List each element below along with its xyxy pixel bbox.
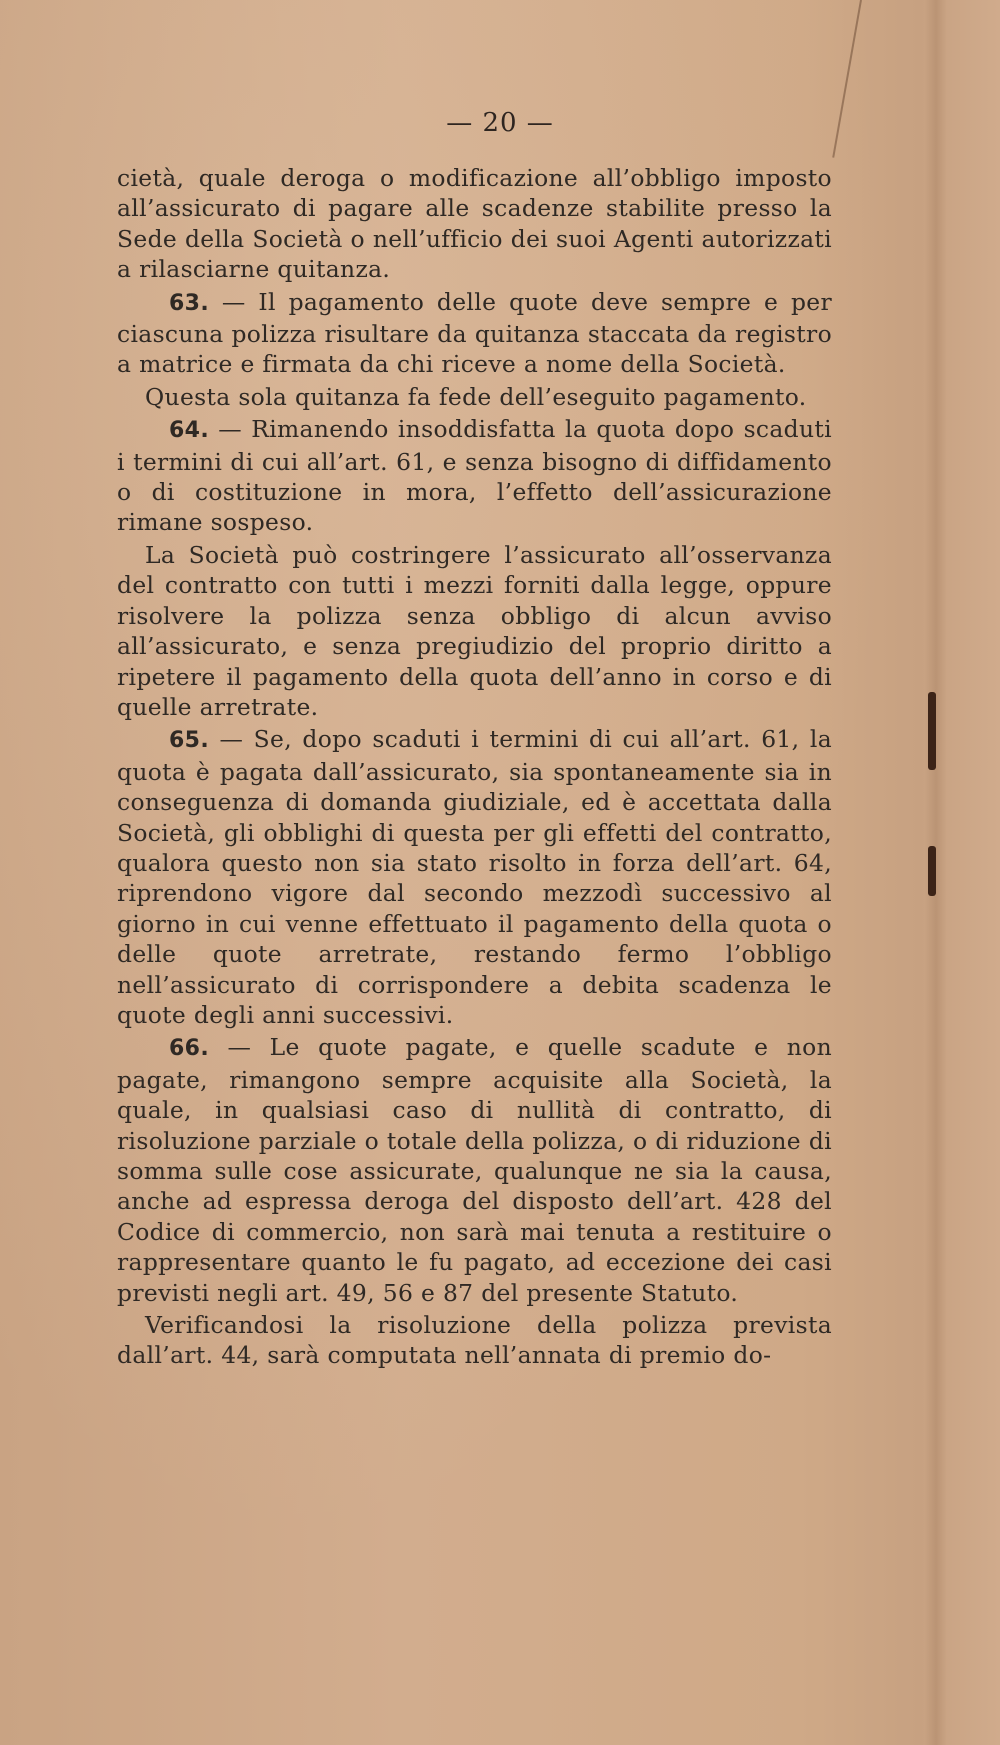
staple-bottom <box>928 846 936 896</box>
article-65: 65. — Se, dopo scaduti i termini di cui all’art. 61, la quota è pagata dall’assicurato, sia spontaneamente sia in conseguenza di domanda giudiziale, ed è accettata dalla Società, gli obblighi di questa per gli effetti del contratto, qualora questo non sia stato risolto in forza dell’art. 64, riprendono vigore dal secondo mezzodì successivo al giorno in cui venne effettuato il pagamento della quota o delle quote arretrate, restando fermo l’obbligo nell’assicurato di corrispondere a debita scadenza le quote degli anni successivi. <box>117 725 832 1029</box>
article-number: 65. <box>169 728 210 754</box>
paragraph: Verificandosi la risoluzione della polizza prevista dall’art. 44, sarà computata nell’annata di premio do- <box>117 1311 832 1370</box>
paragraph: La Società può costringere l’assicurato all’osservanza del contratto con tutti i mezzi forniti dalla legge, oppure risolvere la polizza senza obbligo di alcun avviso all’assicurato, e senza pregiudizio del proprio diritto a ripetere il pagamento della quota dell’anno in corso e di quelle arretrate. <box>117 540 832 721</box>
paragraph: Questa sola quitanza fa fede dell’eseguito pagamento. <box>145 382 807 411</box>
article-66: 66. — Le quote pagate, e quelle scadute e non pagate, rimangono sempre acquisite alla Società, la quale, in qualsiasi caso di nullità di contratto, di risoluzione parziale o totale della polizza, o di riduzione di somma sulle cose assicurate, qualunque ne sia la causa, anche ad espressa deroga del disposto dell’art. 428 del Codice di commercio, non sarà mai tenuta a restituire o rappresentare quanto le fu pagato, ad eccezione dei casi previsti negli art. 49, 56 e 87 del presente Statuto. <box>117 1033 832 1307</box>
article-63: 63. — Il pagamento delle quote deve sempre e per ciascuna polizza risultare da quitanza staccata da registro a matrice e firmata da chi riceve a nome della Società. <box>117 287 832 379</box>
staple-top <box>928 692 936 770</box>
article-number: 66. <box>169 1036 210 1062</box>
article-number: 63. <box>169 290 210 316</box>
body-text <box>117 163 832 1371</box>
page-number: — 20 — <box>446 108 554 138</box>
article-64: 64. — Rimanendo insoddisfatta la quota dopo scaduti i termini di cui all’art. 61, e senza bisogno di diffidamento o di costituzione in mora, l’effetto dell’assicurazione rimane sospeso. <box>117 415 832 537</box>
article-number: 64. <box>169 418 210 444</box>
paragraph-continuation: cietà, quale deroga o modificazione all’obbligo imposto all’assicurato di pagare alle scadenze stabilite presso la Sede della Società o nell’ufficio dei suoi Agenti autorizzati a rilasciarne quitanza. <box>117 164 832 284</box>
